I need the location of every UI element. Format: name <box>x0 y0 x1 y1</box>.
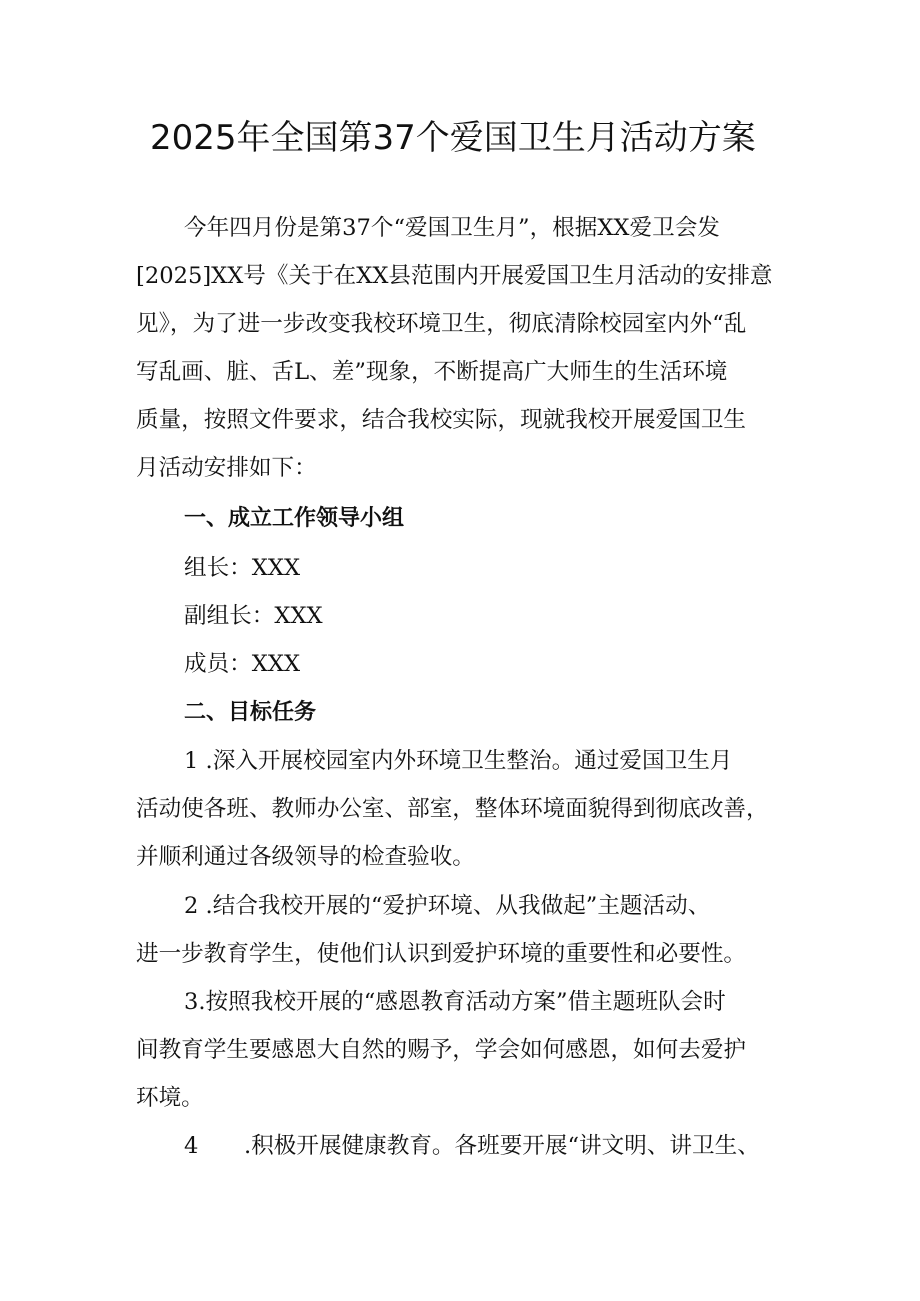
intro-line: 写乱画、脏、舌L、差”现象，不断提高广大师生的生活环境 <box>136 359 728 385</box>
task-item-2 <box>136 882 796 978</box>
intro-paragraph <box>136 204 796 492</box>
task-line: 并顺利通过各级领导的检查验收。 <box>136 844 475 870</box>
task-line: 2 .结合我校开展的“爱护环境、从我做起”主题活动、 <box>184 893 711 919</box>
task-item-4 <box>136 1122 796 1170</box>
task-line: 3.按照我校开展的“感恩教育活动方案”借主题班队会时 <box>184 989 726 1015</box>
task-line: 活动使各班、教师办公室、部室，整体环境面貌得到彻底改善， <box>136 796 769 822</box>
group-leader: 组长：XXX <box>184 555 301 581</box>
task-line: 1 .深入开展校园室内外环境卫生整治。通过爱国卫生月 <box>184 748 733 774</box>
intro-line: 月活动安排如下： <box>136 455 317 481</box>
group-deputy-leader: 副组长：XXX <box>184 603 323 629</box>
task-item-4-text: .积极开展健康教育。各班要开展“讲文明、讲卫生、 <box>244 1133 760 1159</box>
task-item-1 <box>136 737 796 881</box>
task-item-3 <box>136 978 796 1122</box>
task-line: 进一步教育学生，使他们认识到爱护环境的重要性和必要性。 <box>136 941 747 967</box>
intro-line: 质量，按照文件要求，结合我校实际，现就我校开展爱国卫生 <box>136 407 747 433</box>
document-title: 2025年全国第37个爱国卫生月活动方案 <box>150 118 756 158</box>
task-line: 环境。 <box>136 1085 204 1111</box>
section-heading-2: 二、目标任务 <box>184 700 317 725</box>
task-line <box>136 1122 796 1170</box>
section-heading-1: 一、成立工作领导小组 <box>184 506 405 531</box>
intro-line: [2025]XX号《关于在XX县范围内开展爱国卫生月活动的安排意 <box>136 263 773 289</box>
intro-line: 见》，为了进一步改变我校环境卫生，彻底清除校园室内外“乱 <box>136 311 747 337</box>
group-members: 成员：XXX <box>184 651 301 677</box>
task-item-4-number: 4 <box>184 1133 199 1159</box>
task-line: 间教育学生要感恩大自然的赐予，学会如何感恩，如何去爱护 <box>136 1037 747 1063</box>
intro-line: 今年四月份是第37个“爱国卫生月”，根据XX爱卫会发 <box>184 215 720 241</box>
